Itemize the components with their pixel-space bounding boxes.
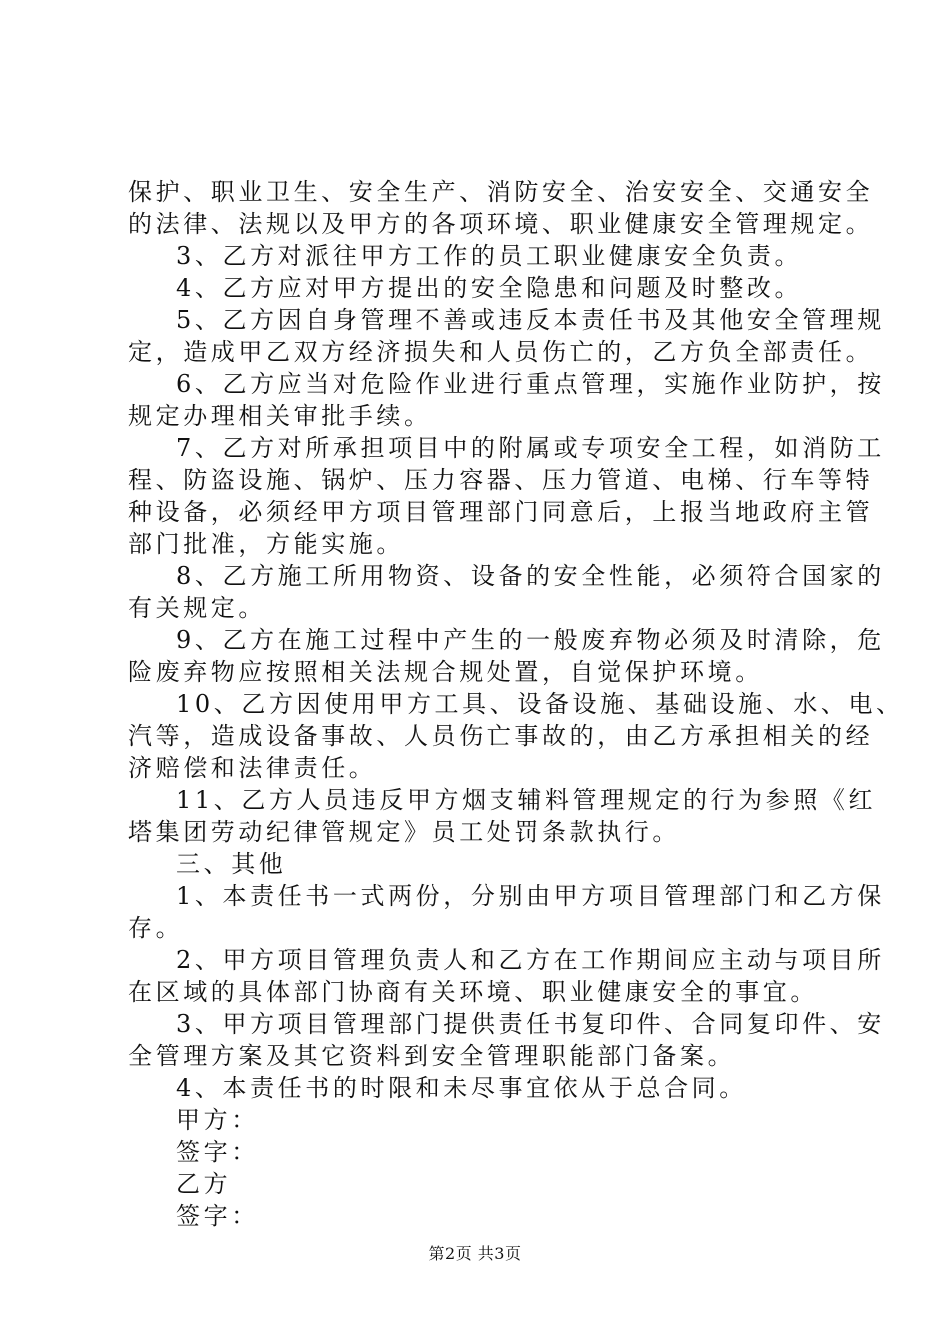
paragraph-line: 部门批准，方能实施。 [128, 530, 404, 558]
paragraph-line: 汽等，造成设备事故、人员伤亡事故的，由乙方承担相关的经 [128, 722, 874, 750]
paragraph-line: 7、乙方对所承担项目中的附属或专项安全工程，如消防工 [176, 434, 885, 462]
paragraph-line: 有关规定。 [128, 594, 266, 622]
party-a-label: 甲方： [176, 1106, 259, 1134]
paragraph-line: 4、乙方应对甲方提出的安全隐患和问题及时整改。 [176, 274, 803, 302]
paragraph-line: 定，造成甲乙双方经济损失和人员伤亡的，乙方负全部责任。 [128, 338, 874, 366]
paragraph-line: 全管理方案及其它资料到安全管理职能部门备案。 [128, 1042, 736, 1070]
paragraph-line: 种设备，必须经甲方项目管理部门同意后，上报当地政府主管 [128, 498, 874, 526]
paragraph-line: 6、乙方应当对危险作业进行重点管理，实施作业防护，按 [176, 370, 885, 398]
paragraph-line: 10、乙方因使用甲方工具、设备设施、基础设施、水、电、 [176, 690, 904, 718]
signature-label: 签字： [176, 1138, 259, 1166]
paragraph-line: 险废弃物应按照相关法规合规处置，自觉保护环境。 [128, 658, 763, 686]
paragraph-line: 2、甲方项目管理负责人和乙方在工作期间应主动与项目所 [176, 946, 885, 974]
paragraph-line: 济赔偿和法律责任。 [128, 754, 377, 782]
page-number: 第2页 共3页 [428, 1244, 522, 1263]
paragraph-line: 规定办理相关审批手续。 [128, 402, 432, 430]
paragraph-line: 3、甲方项目管理部门提供责任书复印件、合同复印件、安 [176, 1010, 885, 1038]
paragraph-line: 9、乙方在施工过程中产生的一般废弃物必须及时清除，危 [176, 626, 885, 654]
paragraph-line: 5、乙方因自身管理不善或违反本责任书及其他安全管理规 [176, 306, 885, 334]
paragraph-line: 4、本责任书的时限和未尽事宜依从于总合同。 [176, 1074, 747, 1102]
party-b-label: 乙方 [176, 1170, 232, 1198]
paragraph-line: 存。 [128, 914, 184, 942]
paragraph-line: 程、防盗设施、锅炉、压力容器、压力管道、电梯、行车等特 [128, 466, 874, 494]
paragraph-line: 1、本责任书一式两份，分别由甲方项目管理部门和乙方保 [176, 882, 885, 910]
paragraph-line: 在区域的具体部门协商有关环境、职业健康安全的事宜。 [128, 978, 818, 1006]
paragraph-line: 11、乙方人员违反甲方烟支辅料管理规定的行为参照《红 [176, 786, 877, 814]
paragraph-line: 塔集团劳动纪律管规定》员工处罚条款执行。 [128, 818, 680, 846]
signature-label: 签字： [176, 1202, 259, 1230]
paragraph-line: 的法律、法规以及甲方的各项环境、职业健康安全管理规定。 [128, 210, 874, 238]
paragraph-line: 3、乙方对派往甲方工作的员工职业健康安全负责。 [176, 242, 803, 270]
section-heading: 三、其他 [176, 850, 287, 878]
paragraph-line: 8、乙方施工所用物资、设备的安全性能，必须符合国家的 [176, 562, 885, 590]
paragraph-line: 保护、职业卫生、安全生产、消防安全、治安安全、交通安全 [128, 178, 874, 206]
